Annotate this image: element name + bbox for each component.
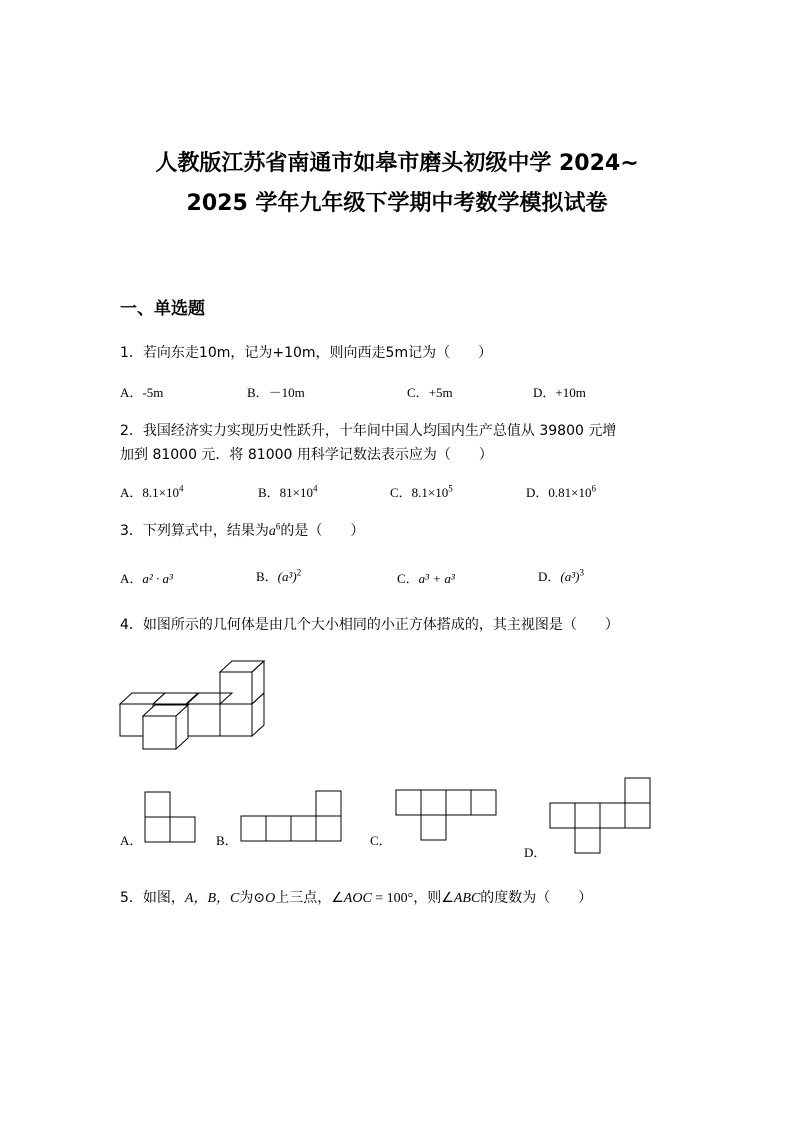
q2-option-c: C．$8.1\times 10^5$ <box>390 483 453 500</box>
q1-option-a: A．-5m <box>120 385 164 400</box>
q2-option-a: A．$8.1\times 10^4$ <box>120 483 184 500</box>
cube-side-face <box>252 661 264 704</box>
q1-option-d: D．+10m <box>533 385 586 400</box>
q2-option-d: D．$0.81\times 10^6$ <box>526 483 596 500</box>
q1-option-c: C．+5m <box>407 385 453 400</box>
q3-option-a: A．a² · a³ <box>120 571 173 586</box>
question-2-stem-line-2: 加到 81000 元．将 81000 用科学记数法表示应为（ ） <box>120 447 493 463</box>
cube-face <box>143 716 176 749</box>
cube-top-face <box>187 693 232 704</box>
section-heading: 一、单选题 <box>120 299 205 319</box>
cube-side-face <box>252 693 264 736</box>
q4-option-a-view <box>144 791 196 843</box>
q3-option-c: C．a³ + a³ <box>397 571 455 586</box>
q4-option-d-label: D． <box>524 845 547 860</box>
cube-face <box>187 704 220 736</box>
q4-option-b-view <box>240 790 342 842</box>
question-5-stem: 5．如图，A，B，C为⊙O上三点，∠AOC = 100°，则∠ABC的度数为（ ） <box>120 890 593 906</box>
q4-option-c-label: C． <box>370 833 392 848</box>
question-1-stem: 1．若向东走10m，记为+10m，则向西走5m记为（ ） <box>120 345 493 361</box>
q3-option-b: B．$(a^3)^2$ <box>256 567 302 584</box>
cube-top-face <box>120 693 165 704</box>
q4-option-d-view <box>549 777 651 854</box>
question-3-stem: 3．下列算式中，结果为$a^6$的是（ ） <box>120 521 365 539</box>
q4-option-a-label: A． <box>120 833 143 848</box>
page-title-line-1: 人教版江苏省南通市如皋市磨头初级中学 2024~ <box>155 151 639 176</box>
cube-face <box>220 704 252 736</box>
question-4-stem: 4．如图所示的几何体是由几个大小相同的小正方体搭成的，其主视图是（ ） <box>120 617 619 633</box>
question-2-stem-line-1: 2．我国经济实力实现历史性跃升，十年间中国人均国内生产总值从 39800 元增 <box>120 423 617 439</box>
page-title-line-2: 2025 学年九年级下学期中考数学模拟试卷 <box>186 191 608 216</box>
q1-option-b: B．－10m <box>247 385 305 400</box>
cube-solid-figure <box>118 656 268 752</box>
q4-option-b-label: B． <box>216 833 238 848</box>
q3-option-d: D．$(a^3)^3$ <box>538 567 584 584</box>
cube-top-face <box>153 693 198 704</box>
q2-option-b: B．$81\times 10^4$ <box>258 483 318 500</box>
q4-option-c-view <box>395 789 497 841</box>
